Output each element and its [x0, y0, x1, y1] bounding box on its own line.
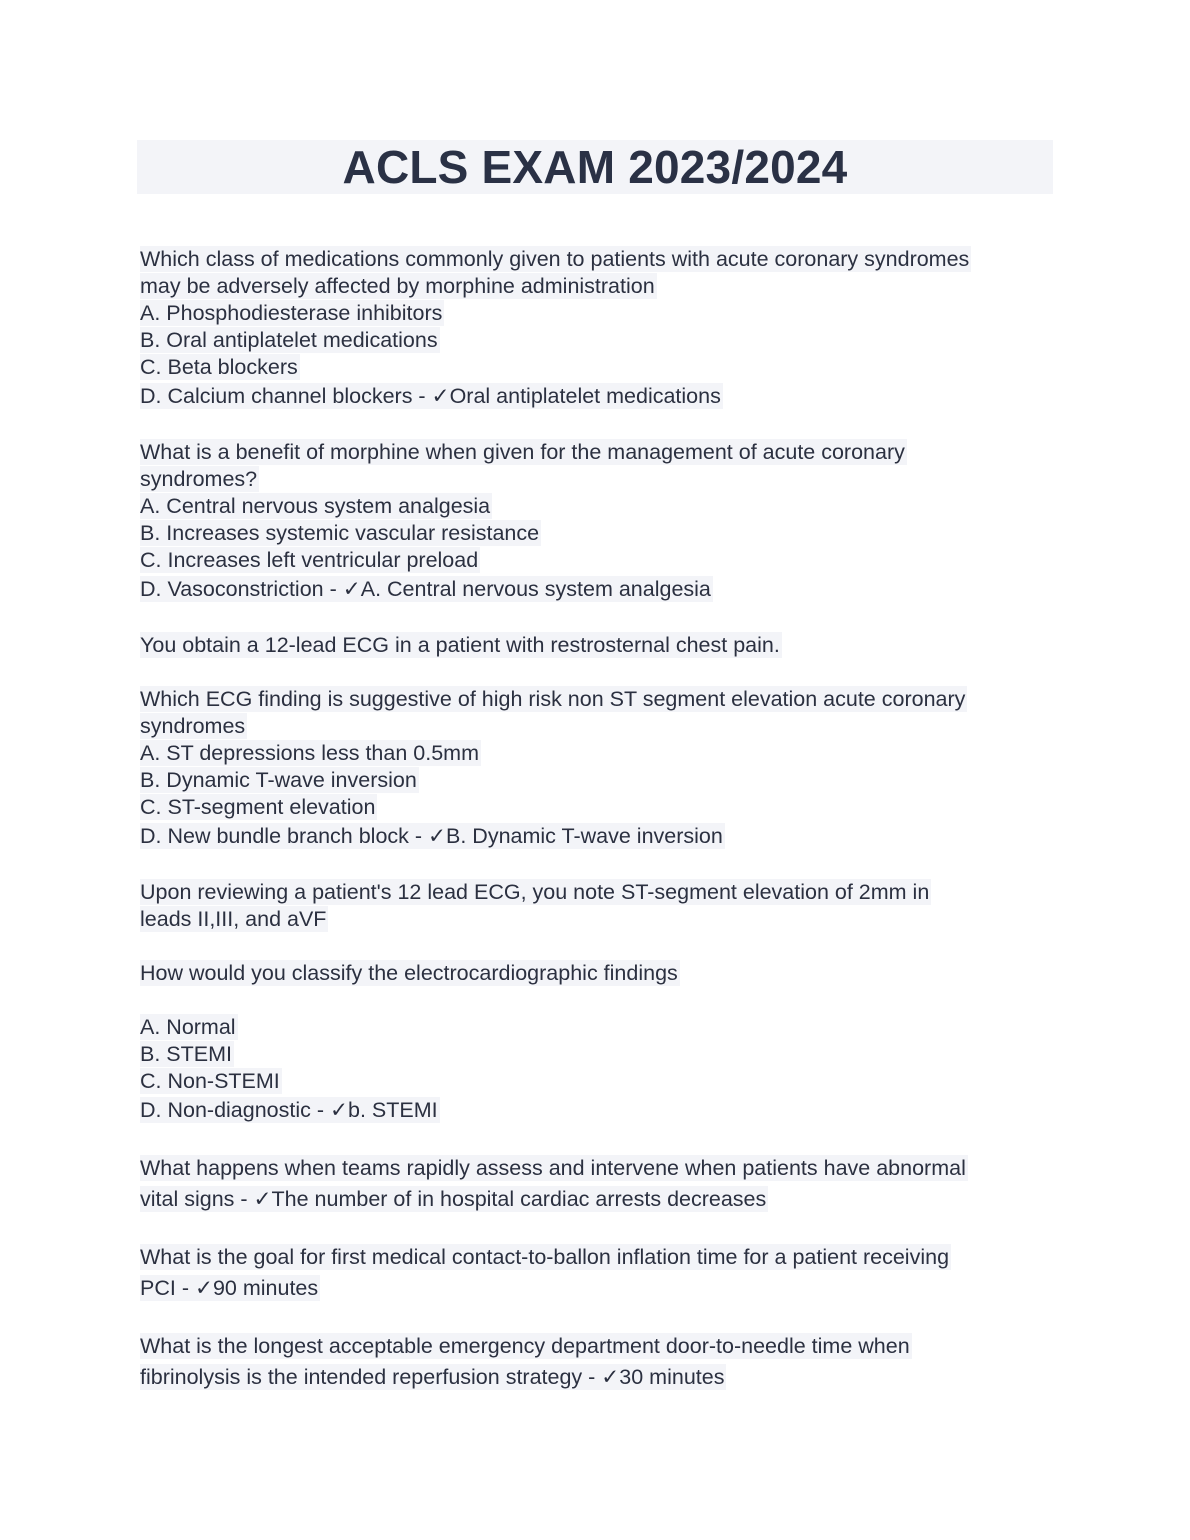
- question-text: syndromes?: [140, 467, 258, 491]
- question-block: [140, 246, 1050, 412]
- answer-option-with-key: D. New bundle branch block - ✓B. Dynamic T-wave inversion: [140, 824, 723, 848]
- answer-option: B. Increases systemic vascular resistance: [140, 521, 540, 545]
- answer-option-with-key: D. Calcium channel blockers - ✓Oral antiplatelet medications: [140, 384, 721, 408]
- question-with-key: vital signs - ✓The number of in hospital cardiac arrests decreases: [140, 1187, 767, 1211]
- question-block: [140, 1242, 1050, 1304]
- question-text: You obtain a 12-lead ECG in a patient with restrosternal chest pain.: [140, 633, 780, 657]
- answer-option: B. Oral antiplatelet medications: [140, 328, 438, 352]
- question-text: How would you classify the electrocardiographic findings: [140, 961, 678, 985]
- question-text: leads II,III, and aVF: [140, 907, 327, 931]
- question-text: may be adversely affected by morphine administration: [140, 274, 655, 298]
- question-text: What is a benefit of morphine when given for the management of acute coronary: [140, 440, 905, 464]
- answer-option: C. Non-STEMI: [140, 1069, 280, 1093]
- question-text: syndromes: [140, 714, 246, 738]
- question-text: What is the goal for first medical contact-to-ballon inflation time for a patient receiving: [140, 1245, 950, 1269]
- question-block: [140, 1014, 1050, 1126]
- question-block: [140, 1153, 1050, 1215]
- question-text: What happens when teams rapidly assess and intervene when patients have abnormal: [140, 1156, 966, 1180]
- title-band: [137, 140, 1053, 194]
- question-text: Which class of medications commonly given to patients with acute coronary syndromes: [140, 247, 970, 271]
- page-title: ACLS EXAM 2023/2024: [342, 141, 848, 193]
- answer-option: C. Increases left ventricular preload: [140, 548, 479, 572]
- question-text: What is the longest acceptable emergency department door-to-needle time when: [140, 1334, 910, 1358]
- question-text: Upon reviewing a patient's 12 lead ECG, you note ST-segment elevation of 2mm in: [140, 880, 930, 904]
- answer-option: B. STEMI: [140, 1042, 232, 1066]
- question-with-key: fibrinolysis is the intended reperfusion strategy - ✓30 minutes: [140, 1365, 725, 1389]
- question-block: [140, 632, 1050, 659]
- answer-option: C. Beta blockers: [140, 355, 298, 379]
- question-block: [140, 439, 1050, 605]
- question-block: [140, 686, 1050, 852]
- question-block: [140, 1331, 1050, 1393]
- question-text: Which ECG finding is suggestive of high risk non ST segment elevation acute coronary: [140, 687, 966, 711]
- answer-option: A. Normal: [140, 1015, 236, 1039]
- answer-option: A. Phosphodiesterase inhibitors: [140, 301, 443, 325]
- question-with-key: PCI - ✓90 minutes: [140, 1276, 319, 1300]
- answer-option: A. Central nervous system analgesia: [140, 494, 491, 518]
- question-block: [140, 879, 1050, 933]
- answer-option: A. ST depressions less than 0.5mm: [140, 741, 479, 765]
- document-body: [140, 246, 1050, 1393]
- answer-option: C. ST-segment elevation: [140, 795, 376, 819]
- question-block: [140, 960, 1050, 987]
- answer-option-with-key: D. Non-diagnostic - ✓b. STEMI: [140, 1098, 438, 1122]
- answer-option-with-key: D. Vasoconstriction - ✓A. Central nervous system analgesia: [140, 577, 711, 601]
- answer-option: B. Dynamic T-wave inversion: [140, 768, 417, 792]
